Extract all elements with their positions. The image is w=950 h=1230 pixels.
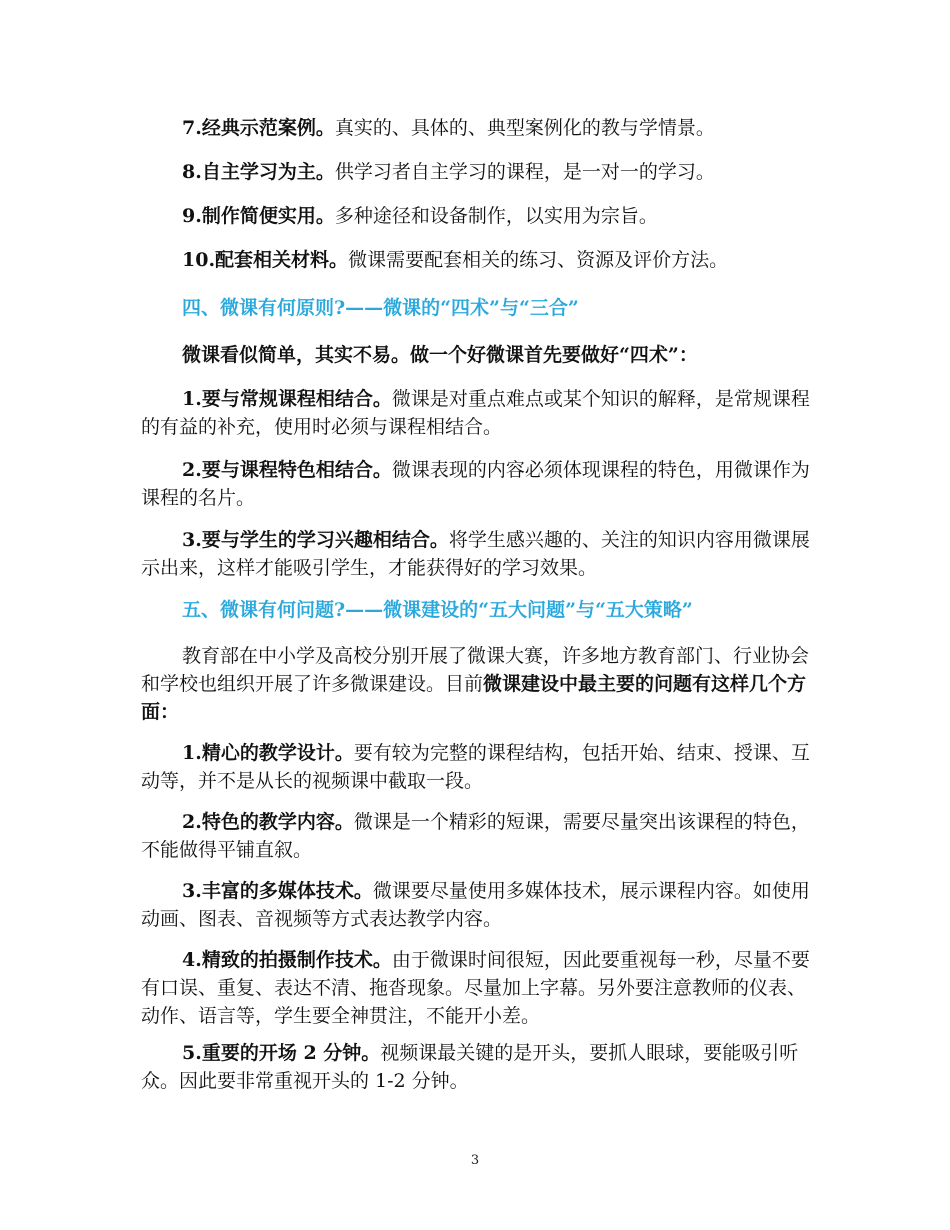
list-item bbox=[141, 877, 813, 933]
item-text: 视频课最关键的是开头，要抓人眼球，要能吸引听众。因此要非常重视开头的 1-2 分钟。 bbox=[141, 1042, 799, 1092]
item-text: 微课是一个精彩的短课，需要尽量突出该课程的特色，不能做得平铺直叙。 bbox=[141, 811, 810, 861]
item-title: 2.特色的教学内容。 bbox=[182, 811, 354, 833]
list-item bbox=[141, 526, 813, 582]
page-number: 3 bbox=[470, 1153, 480, 1168]
list-item bbox=[141, 158, 813, 186]
item-text: 微课要尽量使用多媒体技术，展示课程内容。如使用动画、图表、音视频等方式表达教学内容。 bbox=[141, 880, 810, 930]
list-item bbox=[141, 114, 813, 142]
item-title: 7.经典示范案例。 bbox=[182, 117, 335, 139]
item-title: 1.要与常规课程相结合。 bbox=[182, 388, 392, 410]
section-heading: 四、微课有何原则?——微课的“四术”与“三合” bbox=[182, 297, 579, 319]
item-text: 多种途径和设备制作，以实用为宗旨。 bbox=[334, 205, 658, 227]
list-item bbox=[141, 739, 813, 795]
list-item bbox=[141, 808, 813, 864]
item-text: 由于微课时间很短，因此要重视每一秒，尽量不要有口误、重复、表达不清、拖沓现象。尽量加上字幕。另外要注意教师的仪表、动作、语言等，学生要全神贯注，不能开小差。 bbox=[141, 949, 810, 1027]
section-heading: 五、微课有何问题?——微课建设的“五大问题”与“五大策略” bbox=[182, 599, 693, 621]
section-intro bbox=[141, 642, 813, 726]
item-text: 微课需要配套相关的练习、资源及评价方法。 bbox=[348, 249, 729, 271]
list-item bbox=[141, 246, 813, 274]
item-title: 5.重要的开场 2 分钟。 bbox=[182, 1042, 381, 1064]
item-text: 微课表现的内容必须体现课程的特色，用微课作为课程的名片。 bbox=[141, 459, 810, 509]
list-item bbox=[141, 385, 813, 441]
item-text: 供学习者自主学习的课程，是一对一的学习。 bbox=[334, 161, 715, 183]
list-item bbox=[141, 946, 813, 1030]
item-title: 10.配套相关材料。 bbox=[182, 249, 349, 271]
item-title: 8.自主学习为主。 bbox=[182, 161, 335, 183]
item-title: 3.要与学生的学习兴趣相结合。 bbox=[182, 529, 449, 551]
item-title: 9.制作简便实用。 bbox=[182, 205, 335, 227]
intro-text: 教育部在中小学及高校分别开展了微课大赛，许多地方教育部门、行业协会和学校也组织开展了许多微课建设。目前 bbox=[141, 645, 810, 695]
item-title: 4.精致的拍摄制作技术。 bbox=[182, 949, 392, 971]
item-title: 3.丰富的多媒体技术。 bbox=[182, 880, 373, 902]
item-title: 1.精心的教学设计。 bbox=[182, 742, 354, 764]
list-item bbox=[141, 202, 813, 230]
item-text: 微课是对重点难点或某个知识的解释，是常规课程的有益的补充，使用时必须与课程相结合。 bbox=[141, 388, 810, 438]
section-intro: 微课看似简单，其实不易。做一个好微课首先要做好“四术”： bbox=[182, 344, 698, 366]
item-text: 真实的、具体的、典型案例化的教与学情景。 bbox=[334, 117, 715, 139]
list-item bbox=[141, 1039, 813, 1095]
item-title: 2.要与课程特色相结合。 bbox=[182, 459, 392, 481]
item-text: 要有较为完整的课程结构，包括开始、结束、授课、互动等，并不是从长的视频课中截取一段。 bbox=[141, 742, 810, 792]
list-item bbox=[141, 456, 813, 512]
item-text: 将学生感兴趣的、关注的知识内容用微课展示出来，这样才能吸引学生，才能获得好的学习效果。 bbox=[141, 529, 810, 579]
intro-emphasis: 微课建设中最主要的问题有这样几个方面： bbox=[141, 673, 807, 723]
